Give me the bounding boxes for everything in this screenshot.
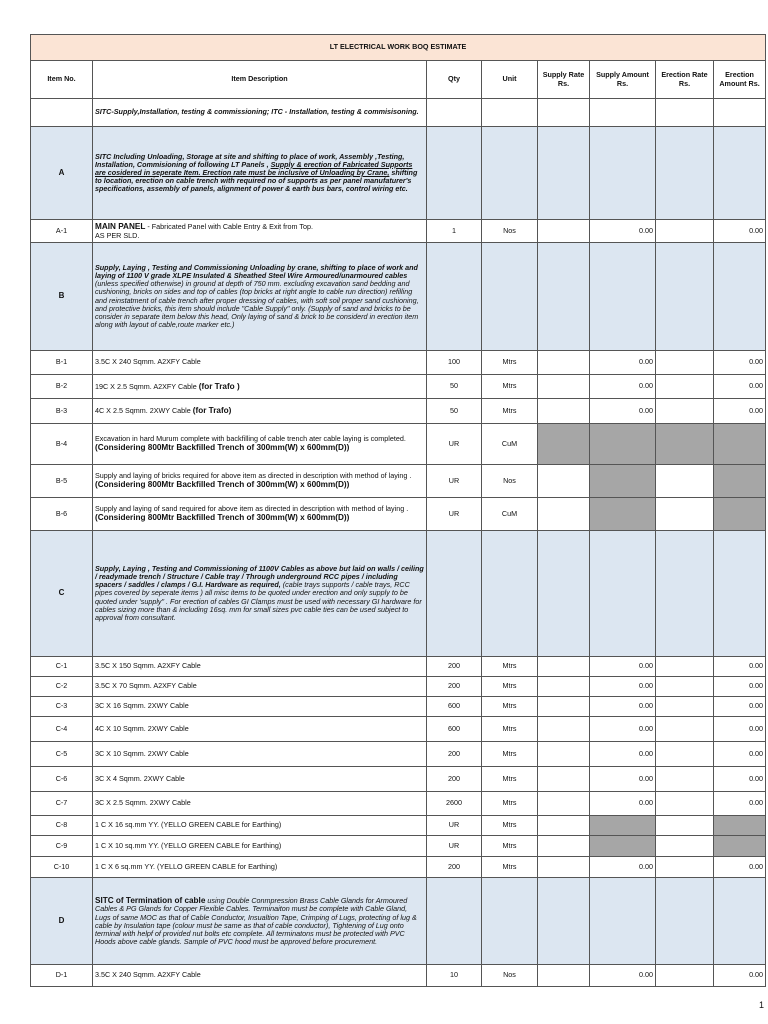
erection-amount-cell: 0.00 [714,375,766,399]
item-qty: 100 [427,351,482,375]
item-description: 3C X 2.5 Sqmm. 2XWY Cable [93,792,427,816]
table-row-c2 [31,677,766,697]
supply-rate-cell [538,220,590,243]
item-description: 3.5C X 240 Sqmm. A2XFY Cable [93,965,427,987]
supply-amount-cell: 0.00 [590,677,656,697]
item-description: Excavation in hard Murum complete with backfilling of cable trench ater cable laying is completed. (Considering 800Mtr Backfilled Trench of 300mm(W) x 600mm(D)) [93,424,427,465]
erection-amount-cell: 0.00 [714,351,766,375]
item-qty: UR [427,498,482,531]
page-number: 1 [758,1000,764,1010]
section-description: SITC of Termination of cable using Double Conmpression Brass Cable Glands for Armoured Cables & PG Glands for Copper Flexible Cables. Terminaiton must be complete with Cable Gland, Lugs of same MOC as that of Cable Conductor, Insualtion Tape, Crimping of Lugs, protecting of lug & cable by Insulation tape (colour must be same as that of cable conductor), Tightening of Lug onto terminal with helpf of provided nut bolts etc complete. All terminatons must be protected with PVC Hoods above cable glands. Sample of PVC hood must be approved before procurement. [93,878,427,965]
item-description: 4C X 10 Sqmm. 2XWY Cable [93,717,427,742]
item-description: 3C X 4 Sqmm. 2XWY Cable [93,767,427,792]
table-row-c6 [31,767,766,792]
header-supply-amount: Supply Amount Rs. [590,61,656,99]
supply-amount-cell: 0.00 [590,857,656,878]
shaded-cell [714,465,766,498]
item-qty: 200 [427,767,482,792]
item-no: C-2 [31,677,93,697]
intro-row [31,99,766,127]
item-unit: Mtrs [482,697,538,717]
section-row-d [31,878,766,965]
header-item-no: Item No. [31,61,93,99]
item-no: B-2 [31,375,93,399]
item-description: Supply and laying of sand required for above item as directed in description with method of laying . (Considering 800Mtr Backfilled Trench of 300mm(W) x 600mm(D)) [93,498,427,531]
table-row-b2 [31,375,766,399]
item-unit: Mtrs [482,399,538,424]
item-description: 1 C X 16 sq.mm YY. (YELLO GREEN CABLE for Earthing) [93,816,427,836]
section-row-b [31,243,766,351]
item-no: C-8 [31,816,93,836]
item-qty: 200 [427,857,482,878]
item-qty: UR [427,816,482,836]
item-no: B-4 [31,424,93,465]
shaded-cell [714,816,766,836]
boq-table [30,34,766,987]
item-unit: Mtrs [482,375,538,399]
table-row-c5 [31,742,766,767]
erection-amount-cell: 0.00 [714,399,766,424]
header-erection-amount: Erection Amount Rs. [714,61,766,99]
erection-amount-cell: 0.00 [714,220,766,243]
erection-amount-cell: 0.00 [714,697,766,717]
erection-amount-cell: 0.00 [714,742,766,767]
table-row-a1 [31,220,766,243]
supply-amount-cell: 0.00 [590,375,656,399]
supply-amount-cell: 0.00 [590,657,656,677]
table-row-b3 [31,399,766,424]
table-row-b1 [31,351,766,375]
item-unit: Mtrs [482,657,538,677]
item-no: B-3 [31,399,93,424]
item-description: 1 C X 6 sq.mm YY. (YELLO GREEN CABLE for Earthing) [93,857,427,878]
header-supply-rate: Supply Rate Rs. [538,61,590,99]
supply-amount-cell: 0.00 [590,351,656,375]
boq-title: LT ELECTRICAL WORK BOQ ESTIMATE [31,35,766,61]
item-qty: 200 [427,657,482,677]
item-qty: UR [427,465,482,498]
table-row-c10 [31,857,766,878]
erection-amount-cell: 0.00 [714,767,766,792]
item-description: Supply and laying of bricks required for above item as directed in description with method of laying . (Considering 800Mtr Backfilled Trench of 300mm(W) x 600mm(D)) [93,465,427,498]
section-row-c [31,531,766,657]
item-description: MAIN PANEL - Fabricated Panel with Cable Entry & Exit from Top. AS PER SLD. [93,220,427,243]
item-description: 3.5C X 240 Sqmm. A2XFY Cable [93,351,427,375]
item-no: B-1 [31,351,93,375]
item-description: 3C X 16 Sqmm. 2XWY Cable [93,697,427,717]
supply-amount-cell: 0.00 [590,697,656,717]
header-erection-rate: Erection Rate Rs. [656,61,714,99]
erection-amount-cell: 0.00 [714,857,766,878]
item-no: C-3 [31,697,93,717]
item-description: 19C X 2.5 Sqmm. A2XFY Cable (for Trafo ) [93,375,427,399]
table-row-c9 [31,836,766,857]
item-unit: Mtrs [482,816,538,836]
erection-amount-cell: 0.00 [714,657,766,677]
item-description: 3C X 10 Sqmm. 2XWY Cable [93,742,427,767]
item-no: B-5 [31,465,93,498]
item-no: C-9 [31,836,93,857]
shaded-cell [538,424,590,465]
item-unit: CuM [482,498,538,531]
item-qty: UR [427,836,482,857]
shaded-cell [590,816,656,836]
item-no: C-4 [31,717,93,742]
item-no: C-7 [31,792,93,816]
item-qty: 1 [427,220,482,243]
section-description: SITC Including Unloading, Storage at site and shifting to place of work, Assembly ,Testing, Installation, Commisioning of following LT Panels , Supply & erection of Fabricated Supports are cosidered in seperate Item. Erection rate must be inclusive of Unloading by Crane, shifting to location, erection on cable trench with required no of supports as per panel manufaturer's specifications, assembly of panels, alignment of power & earth bus bars, control wiring etc. [93,127,427,220]
section-description: Supply, Laying , Testing and Commissioning Unloading by crane, shifting to place of work and laying of 1100 V grade XLPE Insulated & Sheathed Steel Wire Armoured/unarmoured cables (unless specified otherwise) in ground at depth of 750 mm. excluding excavation sand bedding and cushioning, bricks on sides and top of cables (top bricks at right angle to cable run direction) refilling and reinstatment of cable trench after proper dressing of cables, with soft soil proper sand cushioning, and protective bricks, this item should include "Cable Supply" only. (Supply of sand and bricks to be consider in separate item below this head, Only laying of sand & brick to be considerd in erection item along with layout of cable,route marker etc.) [93,243,427,351]
table-row-c4 [31,717,766,742]
item-qty: 600 [427,717,482,742]
title-row [31,35,766,61]
table-row-c1 [31,657,766,677]
supply-amount-cell: 0.00 [590,742,656,767]
item-unit: Mtrs [482,351,538,375]
erection-amount-cell: 0.00 [714,792,766,816]
header-qty: Qty [427,61,482,99]
item-qty: 200 [427,677,482,697]
item-unit: Mtrs [482,792,538,816]
table-row-b5 [31,465,766,498]
item-description: 3.5C X 150 Sqmm. A2XFY Cable [93,657,427,677]
erection-amount-cell: 0.00 [714,677,766,697]
table-row-c7 [31,792,766,816]
item-no: A-1 [31,220,93,243]
section-no: D [31,878,93,965]
item-unit: Nos [482,965,538,987]
item-no: D-1 [31,965,93,987]
shaded-cell [590,836,656,857]
item-unit: Mtrs [482,767,538,792]
item-qty: 600 [427,697,482,717]
item-qty: 10 [427,965,482,987]
item-no: C-10 [31,857,93,878]
supply-amount-cell: 0.00 [590,792,656,816]
item-qty: 50 [427,375,482,399]
table-row-b6 [31,498,766,531]
intro-text: SITC-Supply,Installation, testing & commissioning; ITC - Installation, testing & commisisoning. [93,99,427,127]
shaded-cell [590,465,656,498]
item-qty: 50 [427,399,482,424]
section-no: C [31,531,93,657]
item-description: 1 C X 10 sq.mm YY. (YELLO GREEN CABLE for Earthing) [93,836,427,857]
item-qty: 2600 [427,792,482,816]
supply-amount-cell: 0.00 [590,965,656,987]
item-no: C-5 [31,742,93,767]
supply-amount-cell: 0.00 [590,220,656,243]
section-no: A [31,127,93,220]
shaded-cell [590,498,656,531]
supply-amount-cell: 0.00 [590,767,656,792]
item-unit: Mtrs [482,836,538,857]
item-no: C-6 [31,767,93,792]
item-unit: Mtrs [482,717,538,742]
header-unit: Unit [482,61,538,99]
table-row-b4 [31,424,766,465]
shaded-cell [714,424,766,465]
item-qty: 200 [427,742,482,767]
erection-amount-cell: 0.00 [714,965,766,987]
item-description: 3.5C X 70 Sqmm. A2XFY Cable [93,677,427,697]
item-unit: Mtrs [482,742,538,767]
header-row [31,61,766,99]
supply-amount-cell: 0.00 [590,399,656,424]
shaded-cell [714,836,766,857]
section-description: Supply, Laying , Testing and Commissioning of 1100V Cables as above but laid on walls / ceiling / readymade trench / Structure / Cable tray / Through underground RCC pipes / including spacers / saddles / clamps / G.I. Hardware as required, (cable trays supports / cable trays, RCC pipes covered by seperate items ) all misc items to be quoted under erection and only supply to be quoted under 'supply" . For erection of cables GI Clamps must be used with necessary GI hardware for cables sizing more than & including 16sq. mm for small sizes pvc cable ties can be used subject to approval from consultant. [93,531,427,657]
item-unit: Mtrs [482,677,538,697]
item-unit: Mtrs [482,857,538,878]
item-unit: CuM [482,424,538,465]
table-row-c3 [31,697,766,717]
erection-rate-cell [656,220,714,243]
item-no: B-6 [31,498,93,531]
item-no: C-1 [31,657,93,677]
shaded-cell [590,424,656,465]
table-row-c8 [31,816,766,836]
erection-amount-cell: 0.00 [714,717,766,742]
item-qty: UR [427,424,482,465]
shaded-cell [714,498,766,531]
item-description: 4C X 2.5 Sqmm. 2XWY Cable (for Trafo) [93,399,427,424]
table-row-d1 [31,965,766,987]
item-unit: Nos [482,220,538,243]
supply-amount-cell: 0.00 [590,717,656,742]
item-unit: Nos [482,465,538,498]
shaded-cell [656,424,714,465]
section-no: B [31,243,93,351]
section-row-a [31,127,766,220]
header-description: Item Description [93,61,427,99]
